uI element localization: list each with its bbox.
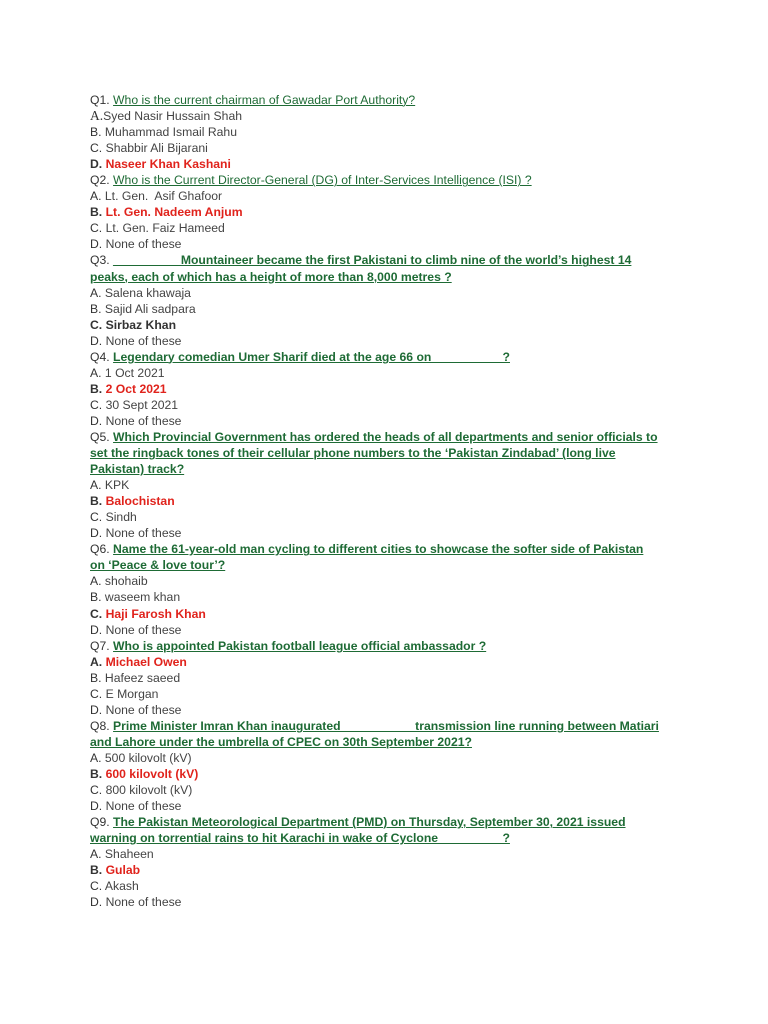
question-number: Q3. xyxy=(90,253,110,268)
question-text: Legendary comedian Umer Sharif died at the age 66 on __________? xyxy=(113,349,510,364)
question-text: __________Mountaineer became the first Pakistani to climb nine of the world’s highest 14 xyxy=(113,253,632,268)
option-text: None of these xyxy=(105,622,182,637)
option-d xyxy=(90,236,690,252)
option-letter: D. xyxy=(90,413,103,428)
option-text: Sindh xyxy=(105,510,137,525)
option-a xyxy=(90,573,690,589)
option-letter: A. xyxy=(90,478,102,493)
option-letter: A. xyxy=(90,847,102,862)
option-letter: A. xyxy=(90,574,102,589)
option-d xyxy=(90,333,690,349)
question-text: Who is the current chairman of Gawadar Port Authority? xyxy=(113,93,416,107)
correct-answer xyxy=(90,766,690,782)
question-1 xyxy=(90,92,690,108)
option-letter: B. xyxy=(90,670,102,685)
option-letter: B. xyxy=(90,125,102,140)
option-text: Akash xyxy=(104,879,139,894)
option-text: Hafeez saeed xyxy=(104,670,181,685)
option-letter: A. xyxy=(90,750,102,765)
option-text: 600 kilovolt (kV) xyxy=(105,766,199,781)
option-a xyxy=(90,285,690,301)
question-5-continued xyxy=(90,445,690,461)
option-text: None of these xyxy=(105,895,182,910)
option-letter: C. xyxy=(90,510,103,525)
option-letter: D. xyxy=(90,526,103,541)
option-letter: C. xyxy=(90,686,103,701)
question-number: Q2. xyxy=(90,173,110,188)
question-number: Q8. xyxy=(90,718,110,733)
option-d xyxy=(90,798,690,814)
option-text: Salena khawaja xyxy=(104,285,191,300)
option-letter: D. xyxy=(90,237,103,252)
option-letter: B. xyxy=(90,301,102,316)
option-text: Syed Nasir Hussain Shah xyxy=(103,109,242,124)
question-text: Which Provincial Government has ordered the heads of all departments and senior officials to xyxy=(113,429,658,444)
option-text: 500 kilovolt (kV) xyxy=(104,750,192,765)
option-text: Lt. Gen. Nadeem Anjum xyxy=(105,205,243,220)
question-9-continued xyxy=(90,830,690,846)
option-a xyxy=(90,477,690,493)
option-letter: D. xyxy=(90,799,103,814)
question-2 xyxy=(90,172,690,188)
option-text: 1 Oct 2021 xyxy=(104,365,165,380)
option-d xyxy=(90,894,690,910)
question-text: on ‘Peace & love tour’? xyxy=(90,558,226,573)
option-text: KPK xyxy=(104,478,130,493)
option-d xyxy=(90,525,690,541)
option-letter: C. xyxy=(90,397,103,412)
question-8-continued xyxy=(90,734,690,750)
option-letter: C. xyxy=(90,783,103,798)
option-letter: D. xyxy=(90,333,103,348)
option-c xyxy=(90,782,690,798)
option-b xyxy=(90,589,690,605)
option-letter: C. xyxy=(90,221,103,236)
option-d xyxy=(90,702,690,718)
correct-answer xyxy=(90,493,690,509)
option-letter: C. xyxy=(90,317,103,332)
question-number: Q4. xyxy=(90,349,110,364)
question-9 xyxy=(90,814,690,830)
option-b xyxy=(90,670,690,686)
option-letter: B. xyxy=(90,863,103,878)
question-text: Name the 61-year-old man cycling to different cities to showcase the softer side of Pakistan xyxy=(113,542,644,557)
question-3 xyxy=(90,252,690,268)
option-text: Shabbir Ali Bijarani xyxy=(105,141,208,156)
option-letter: A. xyxy=(90,285,102,300)
option-c xyxy=(90,220,690,236)
option-a xyxy=(90,846,690,862)
option-letter: B. xyxy=(90,494,103,509)
option-d xyxy=(90,413,690,429)
quiz-document xyxy=(90,92,690,910)
correct-answer xyxy=(90,862,690,878)
option-d xyxy=(90,622,690,638)
question-number: Q1. xyxy=(90,93,110,107)
correct-answer xyxy=(90,317,690,333)
option-letter: B. xyxy=(90,381,103,396)
option-letter: C. xyxy=(90,879,103,894)
option-text: None of these xyxy=(105,702,182,717)
option-letter: A. xyxy=(90,654,103,669)
question-text: Who is appointed Pakistan football league official ambassador ? xyxy=(113,638,487,653)
option-b xyxy=(90,301,690,317)
question-4 xyxy=(90,349,690,365)
question-text: Who is the Current Director-General (DG) of Inter-Services Intelligence (ISI) ? xyxy=(113,173,532,188)
question-number: Q6. xyxy=(90,542,110,557)
option-text: 2 Oct 2021 xyxy=(105,381,167,396)
option-letter: A. xyxy=(90,365,102,380)
question-text: The Pakistan Meteorological Department (PMD) on Thursday, September 30, 2021 issued xyxy=(113,815,626,830)
option-text: Lt. Gen. Faiz Hameed xyxy=(105,221,225,236)
option-text: Naseer Khan Kashani xyxy=(105,157,231,172)
question-text: peaks, each of which has a height of more than 8,000 metres ? xyxy=(90,269,452,284)
option-letter: D. xyxy=(90,702,103,717)
option-a xyxy=(90,750,690,766)
option-c xyxy=(90,397,690,413)
option-text: Shaheen xyxy=(104,847,154,862)
correct-answer xyxy=(90,606,690,622)
option-letter: A. xyxy=(90,189,102,204)
option-letter: B. xyxy=(90,766,103,781)
option-text: Balochistan xyxy=(105,494,175,509)
question-text: set the ringback tones of their cellular phone numbers to the ‘Pakistan Zindabad’ (long live xyxy=(90,446,616,461)
option-letter: B. xyxy=(90,590,102,605)
option-letter: A. xyxy=(90,108,104,124)
option-text: E Morgan xyxy=(105,686,159,701)
option-letter: C. xyxy=(90,606,103,621)
option-text: None of these xyxy=(105,237,182,252)
option-a xyxy=(90,108,690,124)
question-text: Prime Minister Imran Khan inaugurated __________ transmission line running between Matiari xyxy=(113,718,659,733)
option-letter: D. xyxy=(90,157,103,172)
option-text: Muhammad Ismail Rahu xyxy=(104,125,237,140)
option-b xyxy=(90,124,690,140)
option-text: None of these xyxy=(105,526,182,541)
question-text: Pakistan) track? xyxy=(90,462,185,477)
option-a xyxy=(90,188,690,204)
option-c xyxy=(90,686,690,702)
question-5-continued xyxy=(90,461,690,477)
question-number: Q5. xyxy=(90,429,110,444)
option-text: shohaib xyxy=(104,574,148,589)
option-text: waseem khan xyxy=(104,590,181,605)
option-text: Haji Farosh Khan xyxy=(105,606,206,621)
option-c xyxy=(90,878,690,894)
option-text: Sirbaz Khan xyxy=(105,317,177,332)
question-5 xyxy=(90,429,690,445)
option-text: 800 kilovolt (kV) xyxy=(105,783,193,798)
correct-answer xyxy=(90,204,690,220)
question-text: warning on torrential rains to hit Karachi in wake of Cyclone _________? xyxy=(90,831,510,846)
option-c xyxy=(90,509,690,525)
question-number: Q9. xyxy=(90,815,110,830)
option-text: None of these xyxy=(105,413,182,428)
option-text: Gulab xyxy=(105,863,141,878)
option-letter: D. xyxy=(90,622,103,637)
option-text: 30 Sept 2021 xyxy=(105,397,179,412)
option-letter: B. xyxy=(90,205,103,220)
question-7 xyxy=(90,638,690,654)
correct-answer xyxy=(90,381,690,397)
correct-answer xyxy=(90,654,690,670)
option-text: None of these xyxy=(105,333,182,348)
question-text: and Lahore under the umbrella of CPEC on 30th September 2021? xyxy=(90,734,472,749)
question-3-continued xyxy=(90,269,690,285)
question-6 xyxy=(90,541,690,557)
option-letter: C. xyxy=(90,141,103,156)
option-text: None of these xyxy=(105,799,182,814)
question-8 xyxy=(90,718,690,734)
option-text: Lt. Gen. Asif Ghafoor xyxy=(104,189,223,204)
question-number: Q7. xyxy=(90,638,110,653)
option-c xyxy=(90,140,690,156)
option-text: Sajid Ali sadpara xyxy=(104,301,196,316)
option-a xyxy=(90,365,690,381)
option-letter: D. xyxy=(90,895,103,910)
correct-answer xyxy=(90,156,690,172)
option-text: Michael Owen xyxy=(105,654,187,669)
question-6-continued xyxy=(90,557,690,573)
